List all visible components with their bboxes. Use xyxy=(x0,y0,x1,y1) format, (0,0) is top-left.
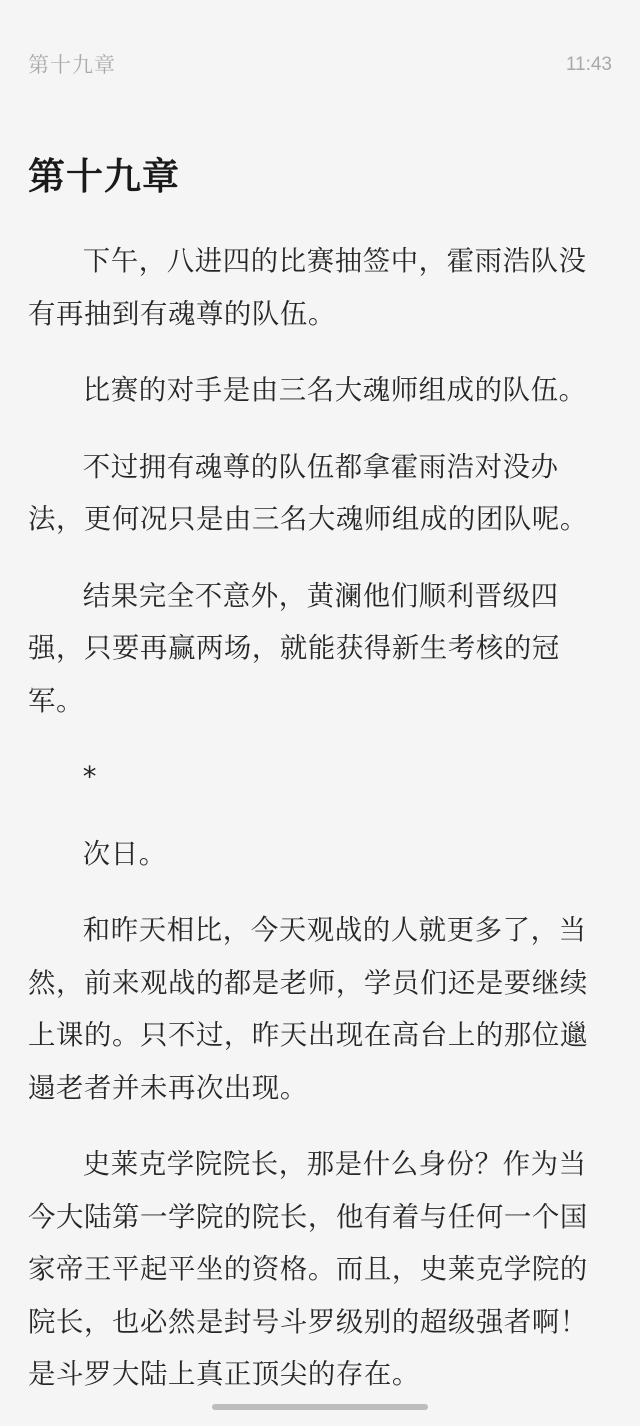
paragraph: 不过拥有魂尊的队伍都拿霍雨浩对没办法，更何况只是由三名大魂师组成的团队呢。 xyxy=(28,451,588,535)
chapter-body xyxy=(28,236,614,1402)
paragraph: 史莱克学院院长，那是什么身份？作为当今大陆第一学院的院长，他有着与任何一个国家帝王平起平坐的资格。而且，史莱克学院的院长，也必然是封号斗罗级别的超级强者啊！是斗罗大陆上真正顶尖的存在。 xyxy=(28,1149,588,1390)
home-indicator-bar[interactable] xyxy=(212,1404,428,1410)
header-clock: 11:43 xyxy=(565,54,612,75)
paragraph: 次日。 xyxy=(82,838,167,870)
chapter-title: 第十九章 xyxy=(28,155,180,198)
paragraph: 下午，八进四的比赛抽签中，霍雨浩队没有再抽到有魂尊的队伍。 xyxy=(28,246,587,330)
header-chapter-label: 第十九章 xyxy=(28,53,116,77)
reader-content[interactable] xyxy=(28,150,614,1426)
scene-break: * xyxy=(82,762,98,793)
paragraph: 结果完全不意外，黄澜他们顺利晋级四强，只要再赢两场，就能获得新生考核的冠军。 xyxy=(28,580,560,717)
paragraph: 比赛的对手是由三名大魂师组成的队伍。 xyxy=(82,375,587,406)
reader-header xyxy=(0,0,640,120)
paragraph: 和昨天相比，今天观战的人就更多了，当然，前来观战的都是老师，学员们还是要继续上课的。只不过，昨天出现在高台上的那位邋遢老者并未再次出现。 xyxy=(28,915,588,1104)
